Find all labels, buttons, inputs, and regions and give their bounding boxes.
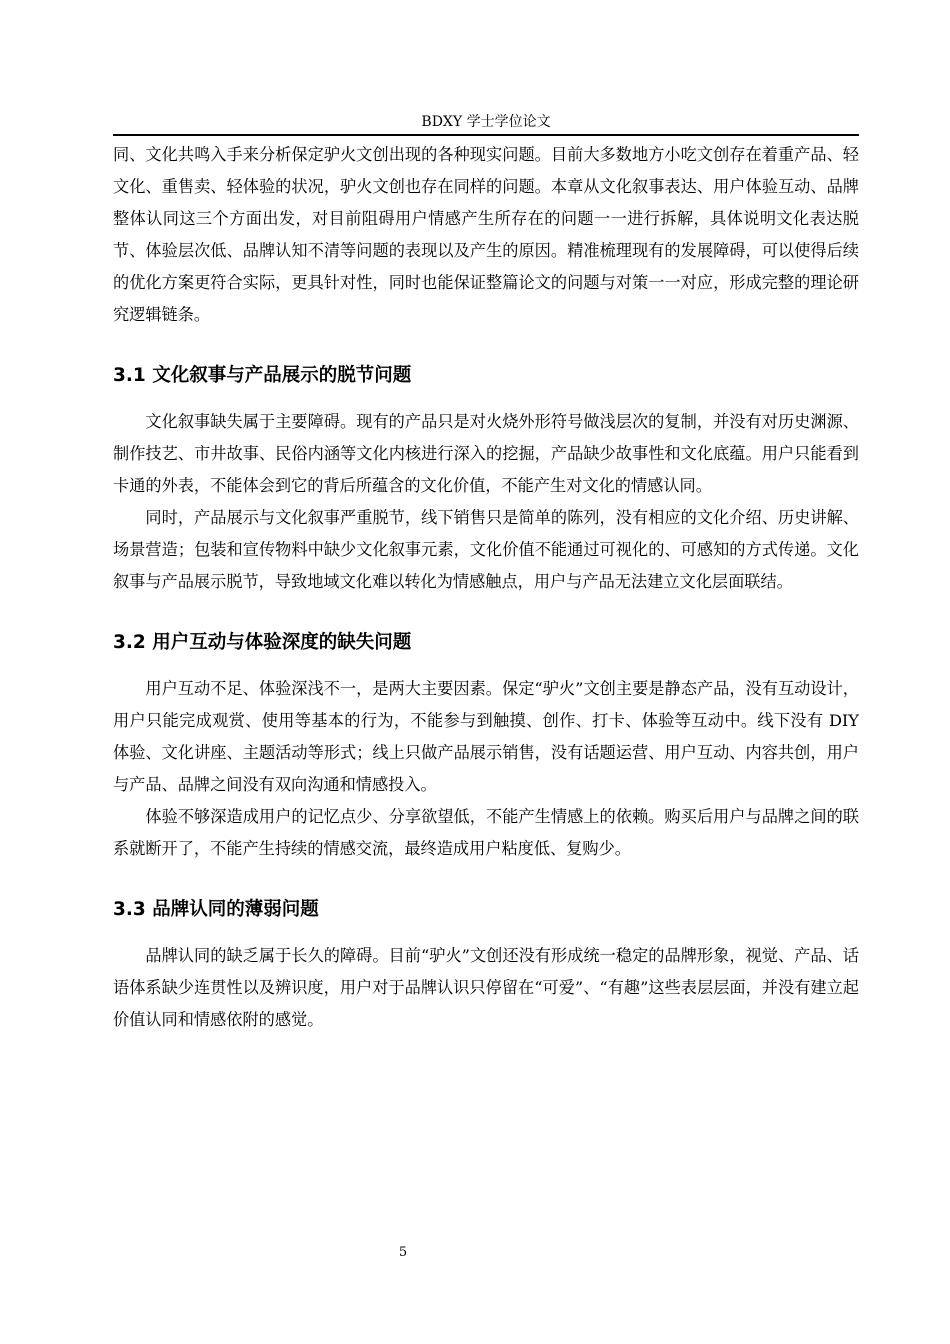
section-heading-3-2: 3.2 用户互动与体验深度的缺失问题	[113, 632, 412, 653]
page-body	[113, 139, 859, 1036]
section-3-1-paragraph-2: 同时，产品展示与文化叙事严重脱节，线下销售只是简单的陈列，没有相应的文化介绍、历史讲解、场景营造；包装和宣传物料中缺少文化叙事元素，文化价值不能通过可视化的、可感知的方式传递。文化叙事与产品展示脱节，导致地域文化难以转化为情感触点，用户与产品无法建立文化层面联结。	[113, 508, 859, 591]
header-divider	[113, 134, 859, 136]
intro-paragraph: 同、文化共鸣入手来分析保定驴火文创出现的各种现实问题。目前大多数地方小吃文创存在着重产品、轻文化、重售卖、轻体验的状况，驴火文创也存在同样的问题。本章从文化叙事表达、用户体验互动、品牌整体认同这三个方面出发，对目前阻碍用户情感产生所存在的问题一一进行拆解，具体说明文化表达脱节、体验层次低、品牌认知不清等问题的表现以及产生的原因。精准梳理现有的发展障碍，可以使得后续的优化方案更符合实际，更具针对性，同时也能保证整篇论文的问题与对策一一对应，形成完整的理论研究逻辑链条。	[113, 145, 859, 324]
running-header: BDXY 学士学位论文	[421, 114, 551, 130]
page-number: 5	[398, 1245, 408, 1260]
section-3-2-paragraph-2: 体验不够深造成用户的记忆点少、分享欲望低，不能产生情感上的依赖。购买后用户与品牌之间的联系就断开了，不能产生持续的情感交流，最终造成用户粘度低、复购少。	[113, 807, 859, 858]
section-heading-3-3: 3.3 品牌认同的薄弱问题	[113, 899, 319, 920]
section-3-3-paragraph-1: 品牌认同的缺乏属于长久的障碍。目前“驴火”文创还没有形成统一稳定的品牌形象，视觉、产品、话语体系缺少连贯性以及辨识度，用户对于品牌认识只停留在“可爱”、“有趣”这些表层层面，并没有建立起价值认同和情感依附的感觉。	[113, 946, 859, 1029]
section-heading-3-1: 3.1 文化叙事与产品展示的脱节问题	[113, 365, 412, 386]
section-3-1-paragraph-1: 文化叙事缺失属于主要障碍。现有的产品只是对火烧外形符号做浅层次的复制，并没有对历史渊源、制作技艺、市井故事、民俗内涵等文化内核进行深入的挖掘，产品缺少故事性和文化底蕴。用户只能看到卡通的外表，不能体会到它的背后所蕴含的文化价值，不能产生对文化的情感认同。	[113, 412, 859, 495]
section-3-2-paragraph-1: 用户互动不足、体验深浅不一，是两大主要因素。保定“驴火”文创主要是静态产品，没有互动设计，用户只能完成观赏、使用等基本的行为，不能参与到触摸、创作、打卡、体验等互动中。线下没有 DIY 体验、文化讲座、主题活动等形式；线上只做产品展示销售，没有话题运营、用户互动、内容共创，用户与产品、品牌之间没有双向沟通和情感投入。	[113, 679, 859, 794]
